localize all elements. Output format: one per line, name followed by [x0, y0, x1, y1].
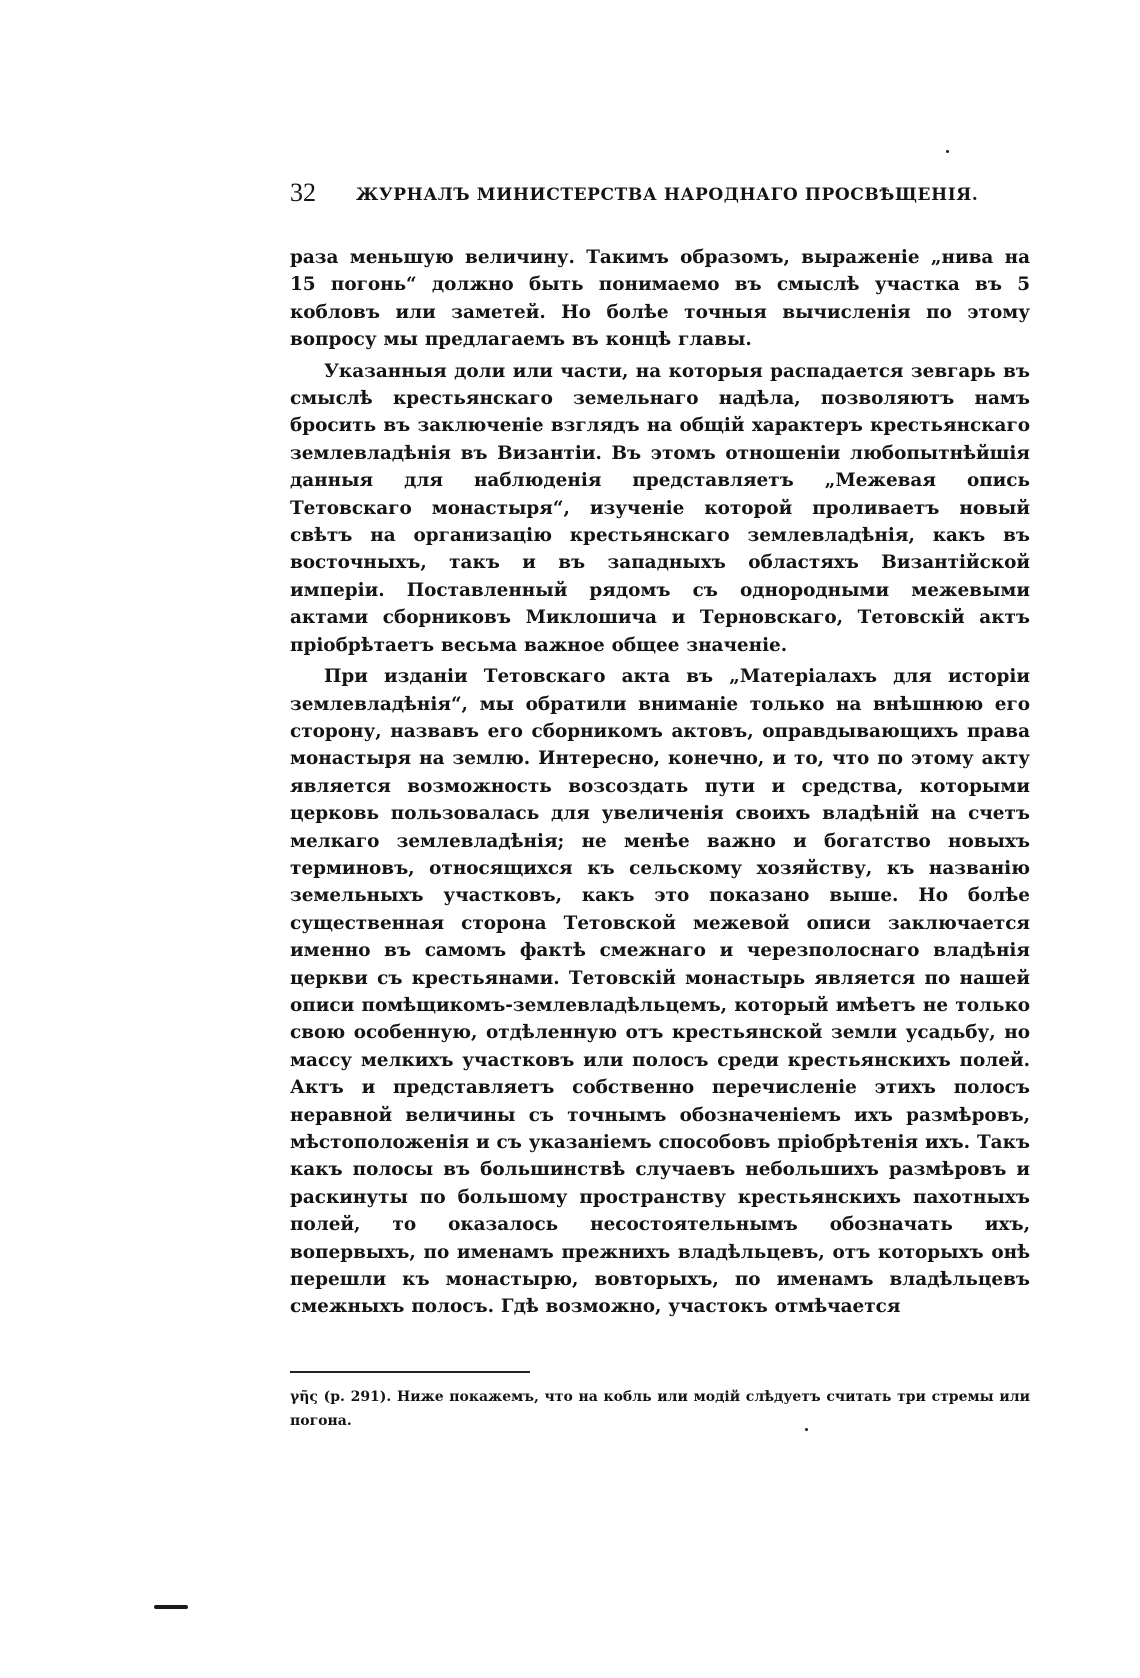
scan-speck — [946, 150, 949, 153]
page-number: 32 — [290, 178, 316, 207]
scan-speck — [805, 1428, 808, 1431]
page-header — [290, 178, 1030, 218]
paragraph-3: При изданіи Тетовскаго акта въ „Матеріалахъ для исторіи землевладѣнія“, мы обратили вниманіе только на внѣшнюю его сторону, назвавъ его сборникомъ актовъ, оправдывающихъ права монастыря на землю. Интересно, конечно, и то, что по этому акту является возможность возсоздать пути и средства, которыми церковь пользовалась для увеличенія своихъ владѣній на счетъ мелкаго землевладѣнія; не менѣе важно и богатство новыхъ терминовъ, относящихся къ сельскому хозяйству, къ названію земельныхъ участковъ, какъ это показано выше. Но болѣе существенная сторона Тетовской межевой описи заключается именно въ самомъ фактѣ смежнаго и черезполоснаго владѣнія церкви съ крестьянами. Тетовскій монастырь является по нашей описи помѣщикомъ-землевладѣльцемъ, который имѣетъ не только свою особенную, отдѣленную отъ крестьянской земли усадьбу, но массу мелкихъ участковъ или полосъ среди крестьянскихъ полей. Актъ и представляетъ собственно перечисленіе этихъ полосъ неравной величины съ точнымъ обозначеніемъ ихъ размѣровъ, мѣстоположенія и съ указаніемъ способовъ пріобрѣтенія ихъ. Такъ какъ полосы въ большинствѣ случаевъ небольшихъ размѣровъ и раскинуты по большому пространству крестьянскихъ пахотныхъ полей, то оказалось несостоятельнымъ обозначать ихъ, вопервыхъ, по именамъ прежнихъ владѣльцевъ, отъ которыхъ онѣ перешли къ монастырю, вовторыхъ, по именамъ владѣльцевъ смежныхъ полосъ. Гдѣ возможно, участокъ отмѣчается — [290, 666, 1030, 1318]
footnote-divider — [290, 1371, 530, 1373]
paragraph-2: Указанныя доли или части, на которыя распадается зевгарь въ смыслѣ крестьянскаго земельнаго надѣла, позволяютъ намъ бросить въ заключеніе взглядъ на общій характеръ крестьянскаго землевладѣнія въ Византіи. Въ этомъ отношеніи любопытнѣйшія данныя для наблюденія представляетъ „Межевая опись Тетовскаго монастыря“, изученіе которой проливаетъ новый свѣтъ на организацію крестьянскаго землевладѣнія, какъ въ восточныхъ, такъ и въ западныхъ областяхъ Византійской имперіи. Поставленный рядомъ съ однородными межевыми актами сборниковъ Миклошича и Терновскаго, Тетовскій актъ пріобрѣтаетъ весьма важное общее значеніе. — [290, 360, 1030, 656]
body-text — [290, 244, 1030, 1325]
footnote: γῆς (р. 291). Ниже покажемъ, что на кобль или модій слѣдуетъ считать три стремы или погона. — [290, 1389, 1030, 1429]
running-title: ЖУРНАЛЪ МИНИСТЕРСТВА НАРОДНАГО ПРОСВѢЩЕНІЯ. — [356, 185, 979, 205]
scan-mark — [154, 1605, 188, 1609]
paragraph-1: раза меньшую величину. Такимъ образомъ, выраженіе „нива на 15 погонь“ должно быть понимаемо въ смыслѣ участка въ 5 кобловъ или заметей. Но болѣе точныя вычисленія по этому вопросу мы предлагаемъ въ концѣ главы. — [290, 247, 1030, 351]
